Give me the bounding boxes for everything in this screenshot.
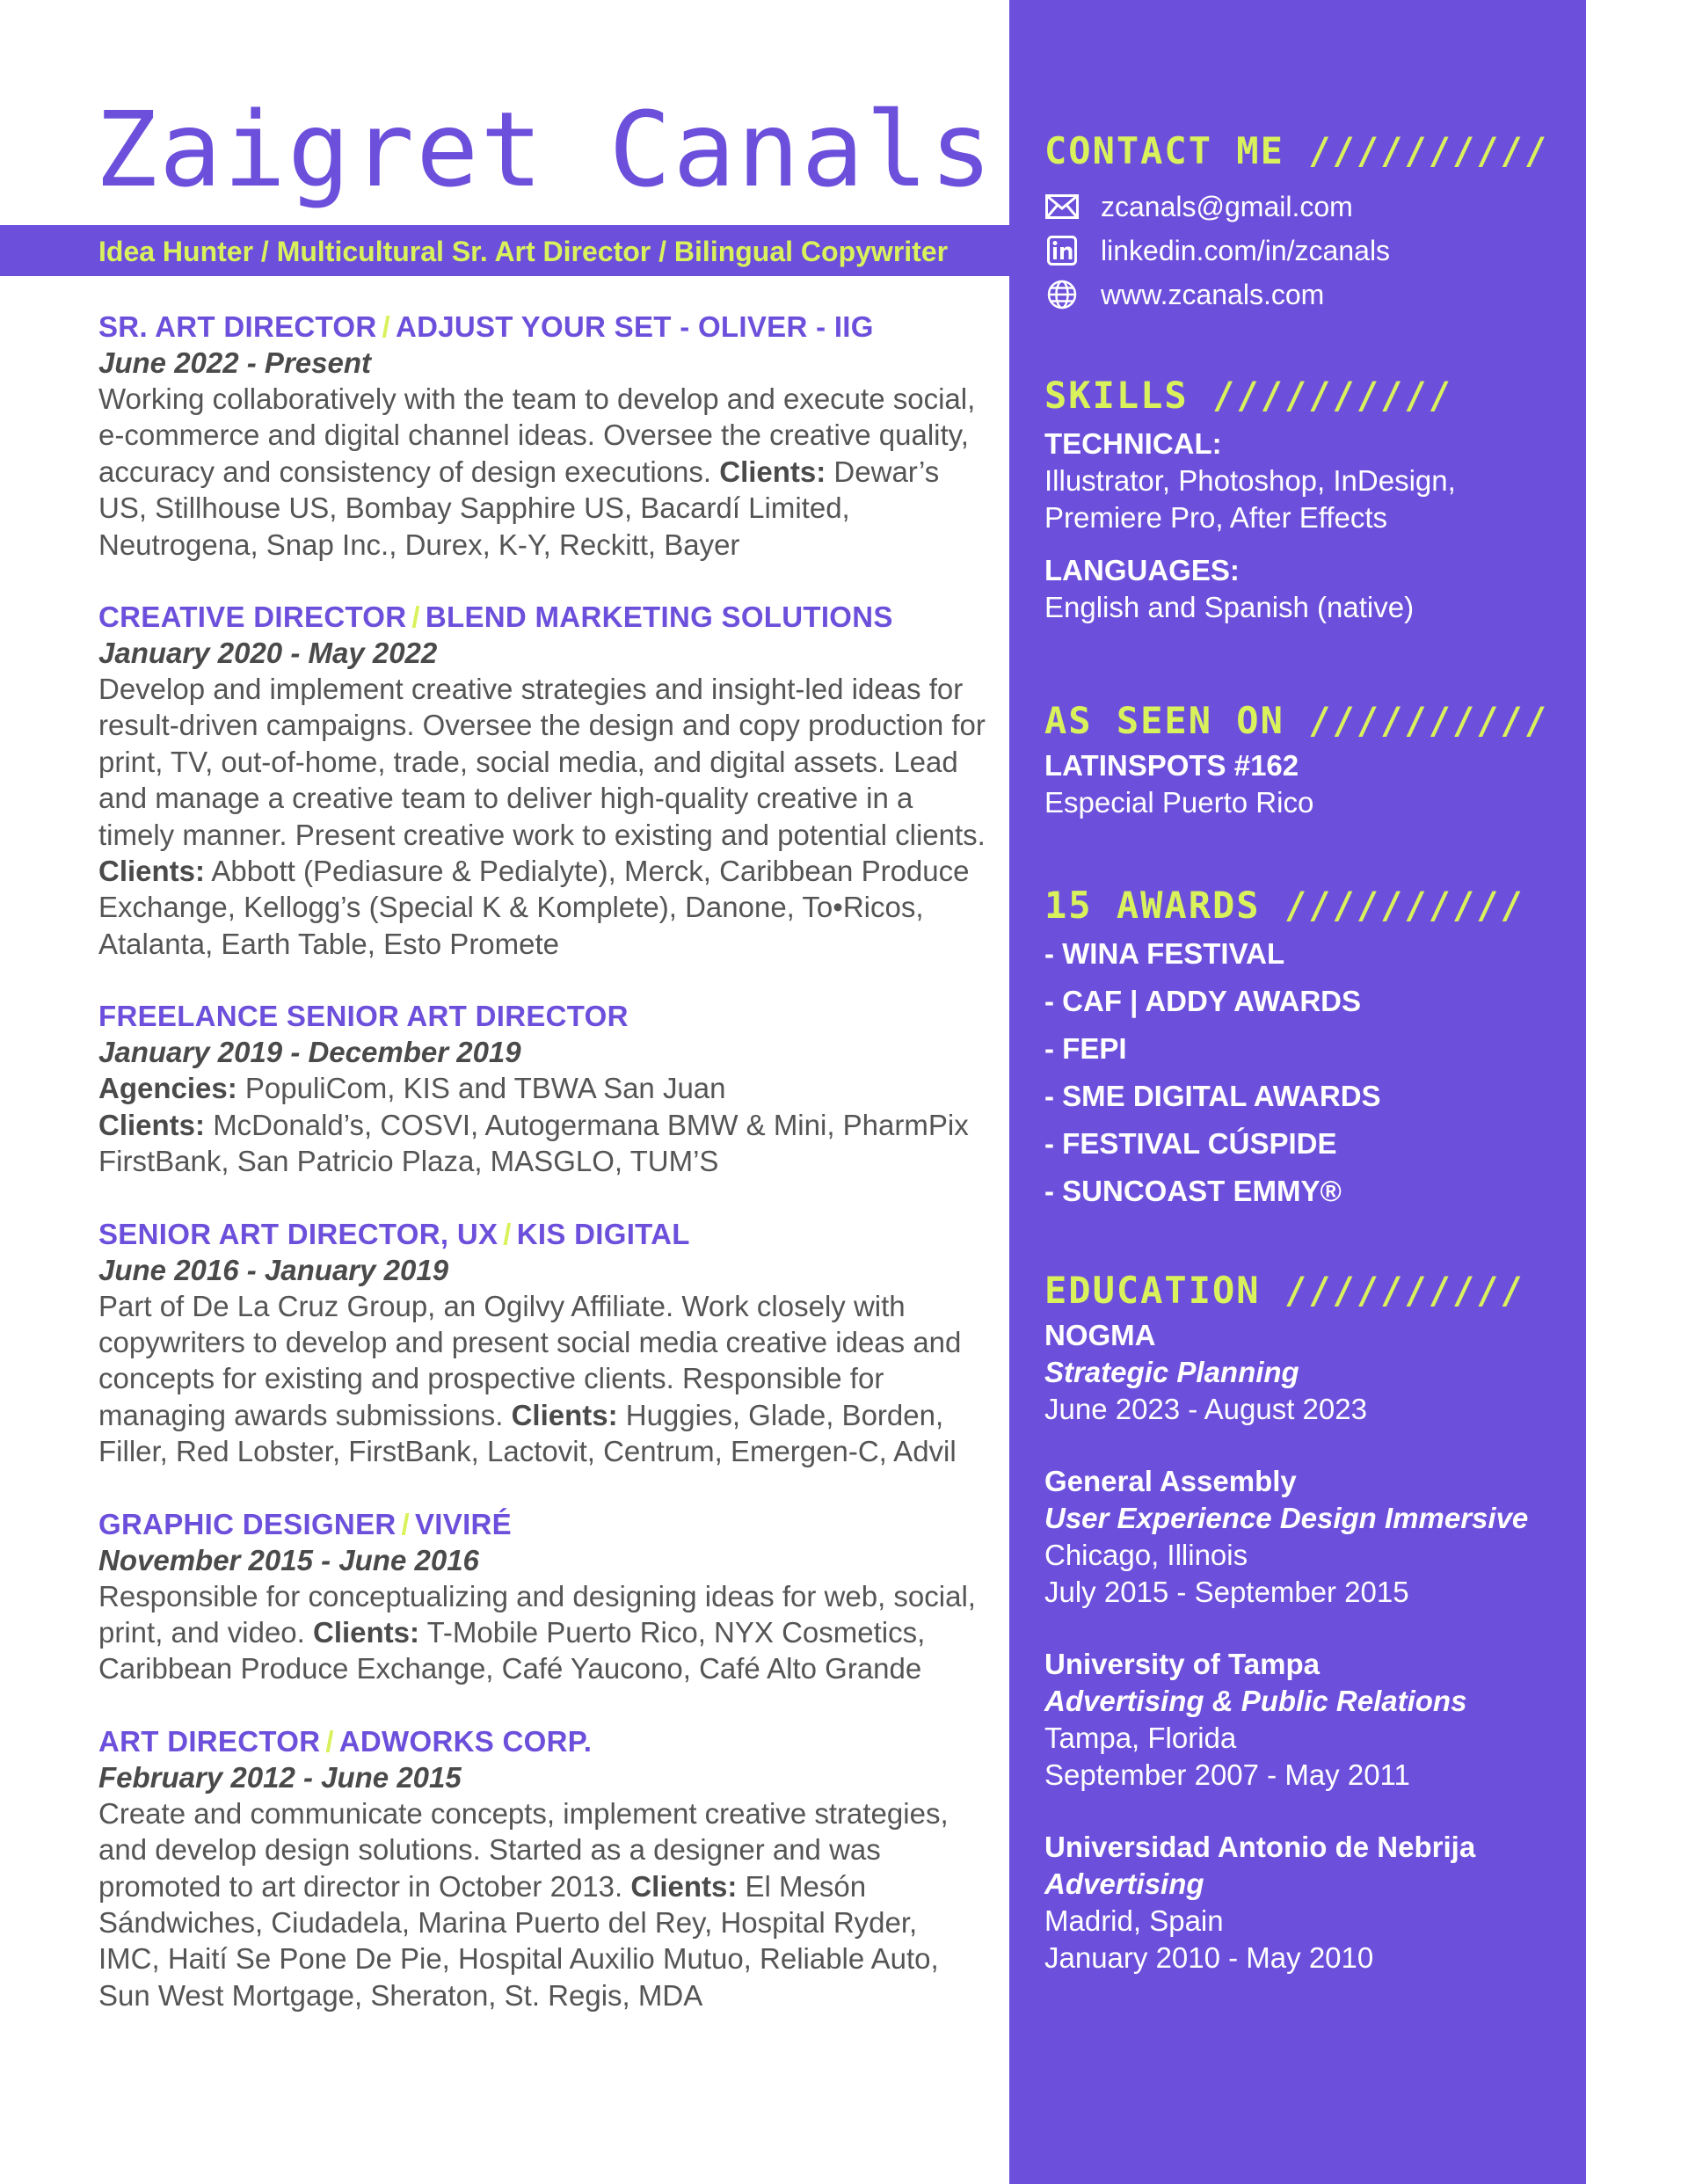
job-dates: November 2015 - June 2016 xyxy=(98,1543,479,1576)
school-name: NOGMA xyxy=(1044,1319,1156,1351)
contact-section xyxy=(1044,130,1572,317)
education-section xyxy=(1044,1270,1572,2012)
clients-label: Clients: xyxy=(98,1108,206,1141)
job-title xyxy=(98,600,986,635)
clients-label: Clients: xyxy=(313,1615,420,1649)
job-entry xyxy=(98,1507,986,1687)
slash-divider: / xyxy=(401,1507,410,1540)
job-role: SR. ART DIRECTOR xyxy=(98,310,377,343)
education-entry xyxy=(1044,1646,1572,1794)
slash-divider: / xyxy=(503,1217,512,1250)
school-location: Madrid, Spain xyxy=(1044,1904,1224,1937)
job-title xyxy=(98,309,986,345)
education-entry xyxy=(1044,1829,1572,1977)
agencies-list: PopuliCom, KIS and TBWA San Juan xyxy=(244,1072,726,1105)
job-title xyxy=(98,1724,986,1759)
education-heading: EDUCATION ////////// xyxy=(1044,1269,1524,1312)
seen-on-heading: AS SEEN ON ////////// xyxy=(1044,699,1549,742)
clients-list: McDonald’s, COSVI, Autogermana BMW & Mini, PharmPix FirstBank, San Patricio Plaza, MASGLO, TUM’S xyxy=(98,1108,969,1178)
education-entry xyxy=(1044,1463,1572,1611)
email-link[interactable]: zcanals@gmail.com xyxy=(1101,190,1353,222)
seen-on-section xyxy=(1044,700,1572,821)
job-company: BLEND MARKETING SOLUTIONS xyxy=(425,601,893,634)
job-company: VIVIRÉ xyxy=(414,1507,512,1540)
education-dates: June 2023 - August 2023 xyxy=(1044,1393,1367,1425)
clients-list: El Mesón Sándwiches, Ciudadela, Marina Puerto del Rey, Hospital Ryder, IMC, Haití Se Pone De Pie, Hospital Auxilio Mutuo, Reliable Auto, Sun West Mortgage, Sheraton, St. Regis, MDA xyxy=(98,1869,939,2012)
clients-label: Clients: xyxy=(630,1869,738,1903)
program-name: Advertising & Public Relations xyxy=(1044,1685,1467,1717)
school-name: Universidad Antonio de Nebrija xyxy=(1044,1831,1476,1863)
school-location: Chicago, Illinois xyxy=(1044,1539,1248,1571)
program-name: User Experience Design Immersive xyxy=(1044,1502,1529,1534)
job-title xyxy=(98,999,986,1034)
skills-heading: SKILLS ////////// xyxy=(1044,374,1452,417)
clients-list: Dewar’s US, Stillhouse US, Bombay Sapphire US, Bacardí Limited, Neutrogena, Snap Inc., Durex, K-Y, Reckitt, Bayer xyxy=(98,455,940,561)
program-name: Strategic Planning xyxy=(1044,1356,1299,1388)
job-company: ADJUST YOUR SET - OLIVER - IIG xyxy=(395,310,874,343)
job-dates: February 2012 - June 2015 xyxy=(98,1760,462,1794)
job-summary: Part of De La Cruz Group, an Ogilvy Affiliate. Work closely with copywriters to develop and present social media creative ideas and concepts for existing and prospective clients. Responsible for managing awards submissions. xyxy=(98,1289,962,1431)
job-role: SENIOR ART DIRECTOR, UX xyxy=(98,1217,498,1250)
job-summary: Working collaboratively with the team to develop and execute social, e-commerce and digital channel ideas. Oversee the creative quality, accuracy and consistency of design executions. xyxy=(98,382,976,488)
job-role: GRAPHIC DESIGNER xyxy=(98,1507,397,1540)
seen-on-subtitle: Especial Puerto Rico xyxy=(1044,786,1314,819)
seen-on-title: LATINSPOTS #162 xyxy=(1044,749,1299,782)
job-entry xyxy=(98,309,986,563)
education-dates: September 2007 - May 2011 xyxy=(1044,1758,1410,1791)
job-role: CREATIVE DIRECTOR xyxy=(98,601,407,634)
program-name: Advertising xyxy=(1044,1867,1204,1900)
email-row[interactable] xyxy=(1044,185,1572,229)
job-dates: June 2016 - January 2019 xyxy=(98,1253,449,1286)
job-summary: Develop and implement creative strategies and insight-led ideas for result-driven campaigns. Oversee the design and copy production for print, TV, out-of-home, trade, social media, and digital assets. Lead and manage a creative team to deliver high-quality creative in a timely manner. Present creative work to existing and potential clients. xyxy=(98,673,986,851)
agencies-label: Agencies: xyxy=(98,1072,237,1105)
job-description xyxy=(98,381,986,563)
slash-divider: / xyxy=(411,601,420,634)
job-description xyxy=(98,671,986,962)
slash-divider: / xyxy=(382,310,390,343)
skills-section xyxy=(1044,375,1572,626)
technical-label: TECHNICAL: xyxy=(1044,427,1222,460)
job-role: ART DIRECTOR xyxy=(98,1724,321,1758)
job-entry xyxy=(98,1217,986,1470)
clients-list: T-Mobile Puerto Rico, NYX Cosmetics, Caribbean Produce Exchange, Café Yaucono, Café Alto Grande xyxy=(98,1615,926,1685)
job-description xyxy=(98,1578,986,1687)
languages-list: English and Spanish (native) xyxy=(1044,591,1415,623)
job-role: FREELANCE SENIOR ART DIRECTOR xyxy=(98,1000,629,1033)
education-dates: July 2015 - September 2015 xyxy=(1044,1576,1409,1608)
awards-section xyxy=(1044,885,1572,1215)
awards-heading: 15 AWARDS ////////// xyxy=(1044,884,1524,927)
job-description xyxy=(98,1070,986,1179)
technical-skills: Illustrator, Photoshop, InDesign, Premiere Pro, After Effects xyxy=(1044,464,1456,534)
clients-list: Abbott (Pediasure & Pedialyte), Merck, Caribbean Produce Exchange, Kellogg’s (Special K & Komplete), Danone, To•Ricos, Atalanta, Earth Table, Esto Promete xyxy=(98,855,970,960)
website-row[interactable] xyxy=(1044,273,1572,317)
award-item: - SME DIGITAL AWARDS xyxy=(1044,1080,1381,1112)
award-item: - SUNCOAST EMMY® xyxy=(1044,1175,1342,1207)
job-description xyxy=(98,1288,986,1470)
job-entry xyxy=(98,999,986,1179)
education-entry xyxy=(1044,1317,1572,1428)
website-link[interactable]: www.zcanals.com xyxy=(1101,278,1325,310)
globe-icon xyxy=(1044,279,1080,310)
school-name: University of Tampa xyxy=(1044,1648,1320,1680)
contact-heading: CONTACT ME ////////// xyxy=(1044,129,1549,172)
job-entry xyxy=(98,1724,986,2013)
clients-list: Huggies, Glade, Borden, Filler, Red Lobster, FirstBank, Lactovit, Centrum, Emergen-C, Advil xyxy=(98,1398,957,1468)
school-location: Tampa, Florida xyxy=(1044,1722,1237,1754)
job-dates: January 2019 - December 2019 xyxy=(98,1036,521,1069)
slash-divider: / xyxy=(325,1724,334,1758)
job-dates: June 2022 - Present xyxy=(98,346,371,379)
envelope-icon xyxy=(1044,191,1080,222)
job-summary: Create and communicate concepts, implement creative strategies, and develop design solutions. Started as a designer and was promoted to art director in October 2013. xyxy=(98,1796,949,1903)
clients-label: Clients: xyxy=(719,455,826,488)
linkedin-row[interactable] xyxy=(1044,229,1572,273)
job-company: KIS DIGITAL xyxy=(516,1217,690,1250)
job-dates: January 2020 - May 2022 xyxy=(98,637,438,670)
award-item: - CAF | ADDY AWARDS xyxy=(1044,985,1362,1017)
tagline: Idea Hunter / Multicultural Sr. Art Director / Bilingual Copywriter xyxy=(98,236,949,267)
school-name: General Assembly xyxy=(1044,1465,1297,1497)
education-dates: January 2010 - May 2010 xyxy=(1044,1941,1374,1974)
candidate-name: Zaigret Canals xyxy=(95,89,994,210)
job-description xyxy=(98,1795,986,2013)
award-item: - FESTIVAL CÚSPIDE xyxy=(1044,1127,1337,1160)
clients-label: Clients: xyxy=(511,1398,618,1431)
experience-column xyxy=(98,309,986,2050)
job-summary: Responsible for conceptualizing and designing ideas for web, social, print, and video. xyxy=(98,1579,976,1649)
award-item: - WINA FESTIVAL xyxy=(1044,937,1285,970)
linkedin-link[interactable]: linkedin.com/in/zcanals xyxy=(1101,234,1391,266)
clients-label: Clients: xyxy=(98,855,206,888)
job-company: ADWORKS CORP. xyxy=(338,1724,593,1758)
job-title xyxy=(98,1217,986,1252)
linkedin-icon xyxy=(1044,235,1080,266)
job-title xyxy=(98,1507,986,1542)
job-entry xyxy=(98,600,986,962)
award-item: - FEPI xyxy=(1044,1032,1127,1065)
languages-label: LANGUAGES: xyxy=(1044,554,1240,586)
